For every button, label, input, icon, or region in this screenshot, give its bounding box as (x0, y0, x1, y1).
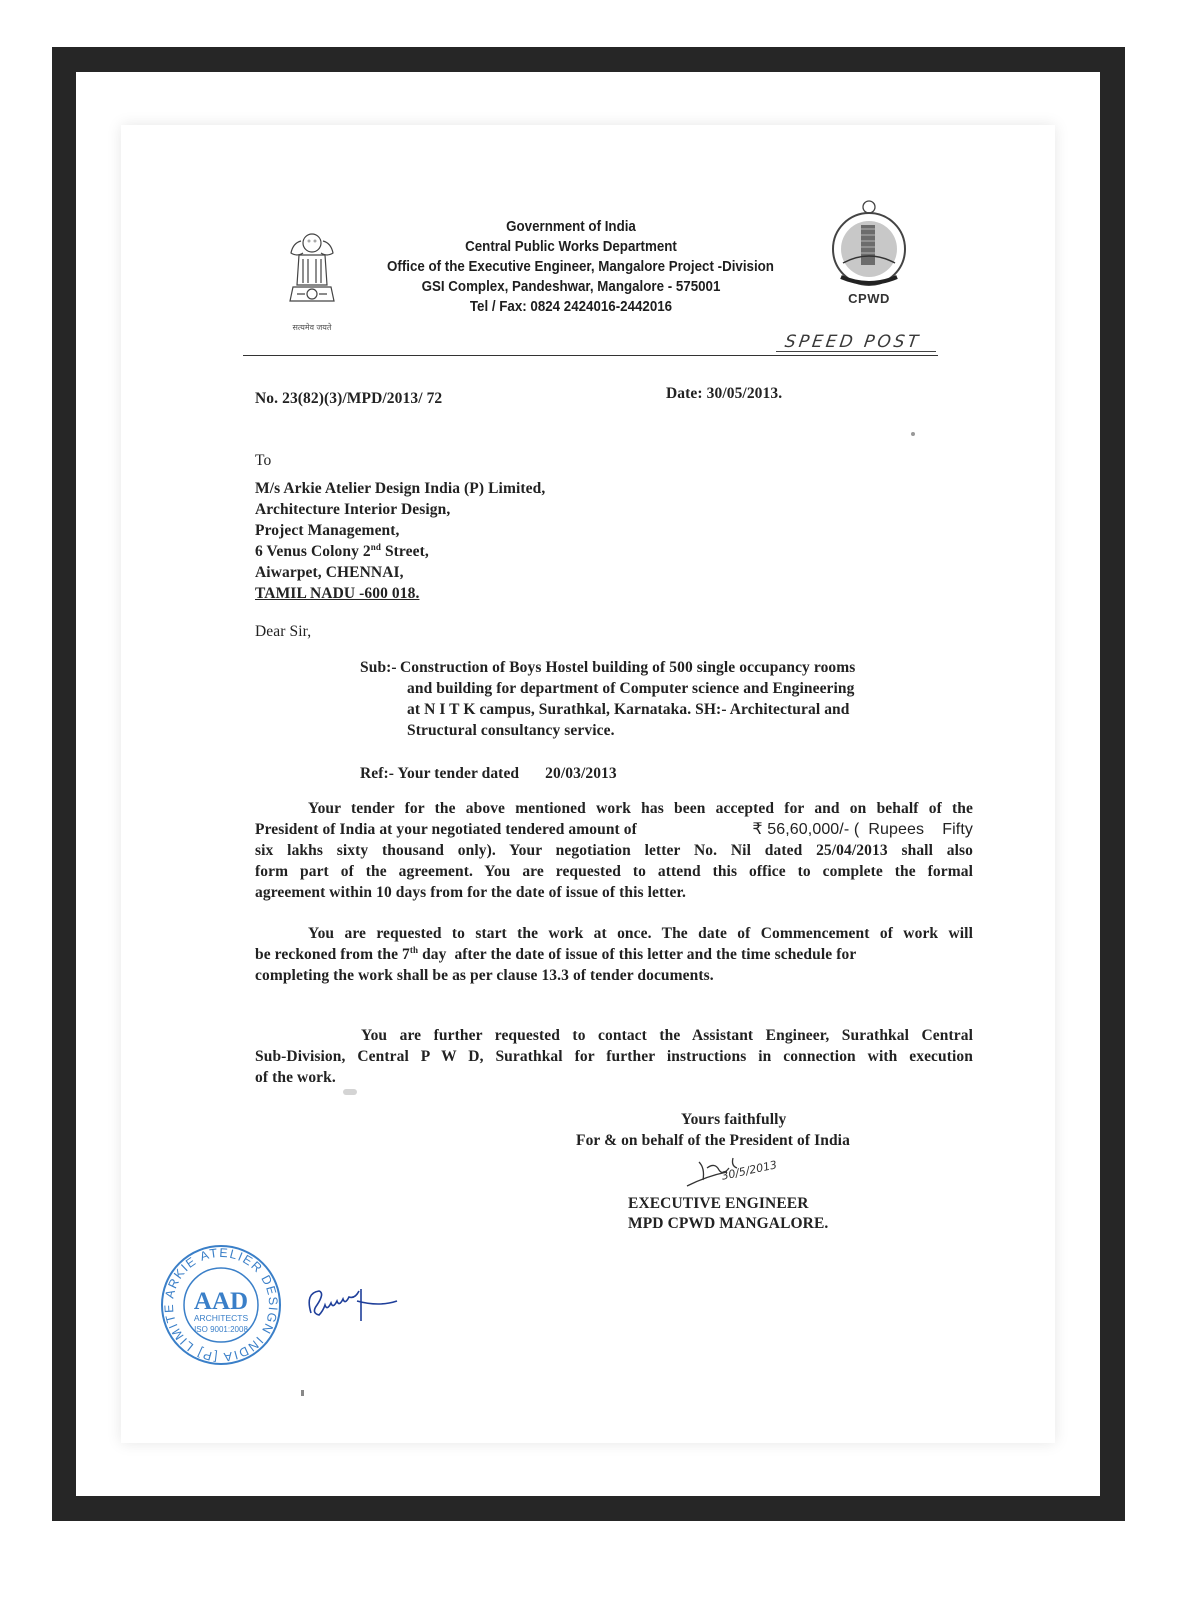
subject-line: Construction of Boys Hostel building of 500 single occupancy rooms (400, 659, 856, 676)
letterhead-line: Central Public Works Department (465, 239, 677, 255)
signature-date: 30/5/2013 (720, 1158, 779, 1183)
address-line: M/s Arkie Atelier Design India (P) Limited, (255, 480, 546, 497)
emblem-motto: सत्यमेव जयते (292, 323, 332, 332)
paragraph-acceptance (255, 798, 973, 903)
letter-date: Date: 30/05/2013. (666, 385, 783, 402)
subject-text (400, 657, 921, 741)
letterhead-text (387, 217, 774, 317)
address-line: TAMIL NADU -600 018. (255, 585, 420, 602)
address-line: 6 Venus Colony 2nd Street, (255, 541, 429, 560)
paragraph-line: of the work. (255, 1069, 336, 1086)
subject-line: Structural consultancy service. (407, 722, 615, 739)
recipient-address (255, 478, 545, 604)
svg-text:ARKIE ATELIER DESIGN INDIA [P]: ARKIE ATELIER DESIGN INDIA [P] LIMITE (161, 1245, 281, 1365)
frame-mat (76, 72, 1100, 1496)
svg-text:AAD: AAD (193, 1288, 249, 1315)
letterhead-line: Tel / Fax: 0824 2424016-2442016 (469, 299, 673, 315)
closing-behalf: For & on behalf of the President of India (576, 1132, 850, 1149)
picture-frame (52, 47, 1125, 1521)
ref-date: 20/03/2013 (545, 765, 617, 782)
signatory-office: MPD CPWD MANGALORE. (628, 1215, 829, 1232)
paragraph-line: be reckoned from the 7th day after the date of issue of this letter and the time schedule for (255, 944, 857, 963)
paragraph-line: You are further requested to contact the Assistant Engineer, Surathkal Central (361, 1027, 973, 1044)
letterhead-line: Office of the Executive Engineer, Mangalore Project -Division (387, 259, 774, 275)
scan-speck (911, 432, 915, 436)
salutation: Dear Sir, (255, 623, 312, 640)
svg-text:ARCHITECTS: ARCHITECTS (193, 1313, 249, 1323)
signatory-title: EXECUTIVE ENGINEER (628, 1195, 809, 1212)
letterhead-line: Government of India (506, 219, 636, 235)
paragraph-contact (255, 1025, 973, 1088)
paragraph-line: Your tender for the above mentioned work has been accepted for and on behalf of the (308, 800, 973, 817)
header-rule (243, 355, 938, 356)
national-emblem-icon (281, 225, 343, 335)
speed-post-annotation: SPEED POST (783, 332, 923, 352)
executive-engineer-signature (681, 1150, 781, 1194)
scan-speck (343, 1089, 357, 1095)
stamp-graphic (159, 1243, 283, 1367)
ref-line (360, 763, 617, 784)
paragraph-line: six lakhs sixty thousand only). Your negotiation letter No. Nil dated 25/04/2013 shall also (255, 842, 973, 859)
letter-page (121, 125, 1055, 1443)
to-label: To (255, 452, 272, 469)
subject-line: at N I T K campus, Surathkal, Karnataka. SH:- Architectural and (407, 701, 850, 718)
svg-text:ISO 9001:2008: ISO 9001:2008 (194, 1325, 248, 1334)
ref-label: Ref:- Your tender dated (360, 765, 520, 782)
cpwd-logo-icon (827, 197, 911, 307)
company-signature (301, 1283, 401, 1333)
address-line: Architecture Interior Design, (255, 501, 451, 518)
subject-line: and building for department of Computer science and Engineering (407, 680, 855, 697)
tender-amount: ₹ 56,60,000/- ( Rupees Fifty (752, 821, 973, 838)
letterhead-line: GSI Complex, Pandeshwar, Mangalore - 575001 (421, 279, 721, 295)
paragraph-line: agreement within 10 days from for the date of issue of this letter. (255, 884, 687, 901)
paragraph-line: completing the work shall be as per clause 13.3 of tender documents. (255, 967, 714, 984)
scan-speck (301, 1390, 304, 1396)
paragraph-commencement (255, 923, 973, 986)
address-line: Aiwarpet, CHENNAI, (255, 564, 404, 581)
cpwd-logo-text: CPWD (848, 291, 890, 306)
paragraph-line: You are requested to start the work at once. The date of Commencement of work will (308, 925, 973, 942)
closing-yours-faithfully: Yours faithfully (681, 1111, 787, 1128)
address-line: Project Management, (255, 522, 400, 539)
reference-number: No. 23(82)(3)/MPD/2013/ 72 (255, 390, 443, 407)
paragraph-line: form part of the agreement. You are requested to attend this office to complete the formal (255, 863, 973, 880)
company-stamp (159, 1243, 283, 1367)
paragraph-line: President of India at your negotiated tendered amount of ₹ 56,60,000/- ( Rupees Fifty (255, 821, 973, 838)
paragraph-line: Sub-Division, Central P W D, Surathkal for further instructions in connection with execution (255, 1048, 973, 1065)
speed-post-underline (776, 351, 936, 352)
subject-label: Sub:- (360, 659, 397, 676)
